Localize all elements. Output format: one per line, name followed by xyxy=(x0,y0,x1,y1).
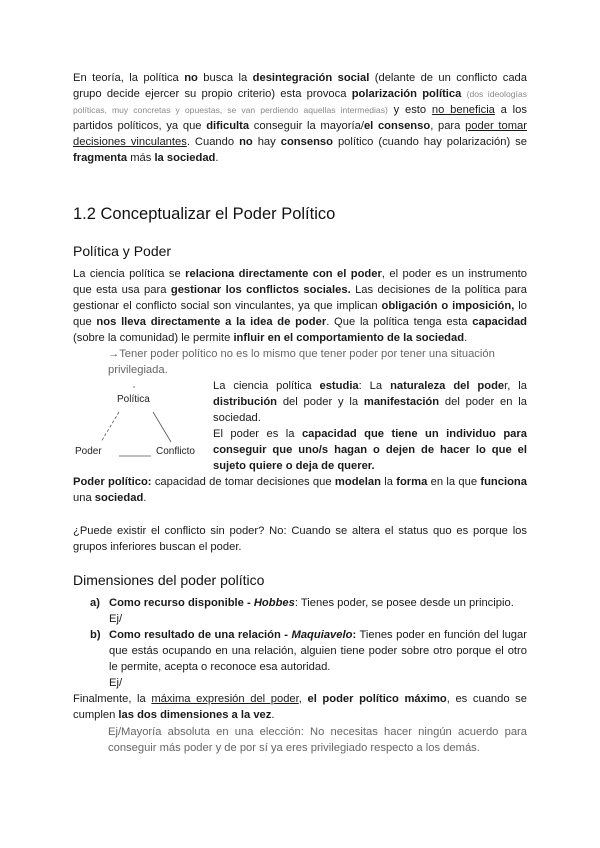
diagram-label-poder: Poder xyxy=(75,446,102,457)
section-title: 1.2 Conceptualizar el Poder Político xyxy=(73,205,336,223)
note-mayoria-absoluta: Ej/Mayoría absoluta en una elección: No necesitas hacer ningún acuerdo para conseguir más poder y de por sí ya eres privilegiado respecto a los demás. xyxy=(108,726,527,754)
conflicto-sin-poder-paragraph: ¿Puede existir el conflicto sin poder? No: Cuando se altera el status quo es porque los grupos inferiores buscan el poder. xyxy=(73,525,527,553)
diagram-label-conflicto: Conflicto xyxy=(156,446,195,457)
subsection-title-dimensiones: Dimensiones del poder político xyxy=(73,572,265,588)
politica-poder-paragraph: La ciencia política se relaciona directamente con el poder, el poder es un instrumento que esta usa para gestionar los conflictos sociales. Las decisiones de la política para gestionar el conflicto social son vinculantes, ya que implican obligación o imposición, lo que nos lleva directamente a la idea de poder. Que la política tenga esta capacidad (sobre la comunidad) le permite influir en el comportamiento de la sociedad. xyxy=(73,268,528,344)
ciencia-estudia-paragraph: La ciencia política estudia: La naturaleza del poder, la distribución del poder y la manifestación del poder en la sociedad. xyxy=(213,380,527,424)
list-item-text: Como recurso disponible - Hobbes: Tienes poder, se posee desde un principio. Ej/ xyxy=(109,597,514,625)
poder-politico-definition: Poder político: capacidad de tomar decisiones que modelan la forma en la que funciona una sociedad. xyxy=(73,476,527,504)
conclusion-paragraph: Finalmente, la máxima expresión del poder, el poder político máximo, es cuando se cumplen las dos dimensiones a la vez. xyxy=(73,693,527,721)
poder-capacidad-paragraph: El poder es la capacidad que tiene un individuo para conseguir que uno/s hagan o dejen de hacer lo que el sujeto quiere o deja de querer. xyxy=(213,428,527,472)
list-marker: a) xyxy=(90,597,100,609)
list-item-text: Como resultado de una relación - Maquiavelo: Tienes poder en función del lugar que estás ocupando en una relación, alguien tiene poder sobre otro porque el otro le permite, acepta o reconoce esa autoridad. Ej/ xyxy=(109,629,527,689)
subsection-title-politica-poder: Política y Poder xyxy=(73,243,172,259)
list-marker: b) xyxy=(90,629,101,641)
diagram-label-politica: Política xyxy=(117,394,150,405)
intro-paragraph: En teoría, la política no busca la desintegración social (delante de un conflicto cada grupo decide ejercer su propio criterio) esta provoca polarización política (dos ideologías políticas, muy concretas y opuestas, se van perdiendo aquellas intermedias) y esto no beneficia a los partidos políticos, ya que dificulta conseguir la mayoría/el consenso, para poder tomar decisiones vinculantes. Cuando no hay consenso político (cuando hay polarización) se fragmenta más la sociedad. xyxy=(73,72,527,164)
note-poder-privilegiado: →Tener poder político no es lo mismo que tener poder por tener una situación privilegiada. xyxy=(108,348,495,376)
politica-poder-conflicto-diagram xyxy=(73,386,213,466)
